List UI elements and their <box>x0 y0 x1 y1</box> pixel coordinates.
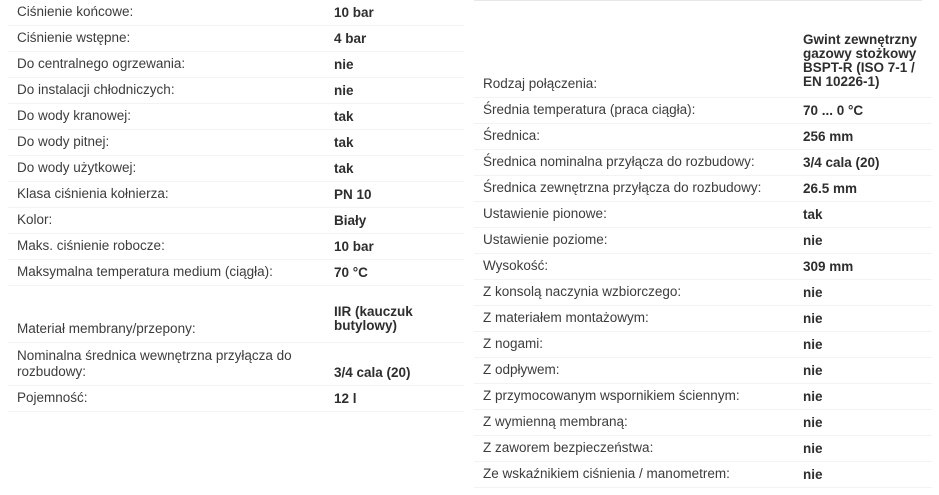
spec-label: Do instalacji chłodniczych: <box>17 82 175 97</box>
spec-label: Kolor: <box>17 212 53 227</box>
spec-row <box>474 436 932 462</box>
spec-label: Z przymocowanym wspornikiem ściennym: <box>483 388 740 403</box>
spec-value: Gwint zewnętrzny gazowy stożkowy BSPT-R (ISO 7-1 / EN 10226-1) <box>803 32 918 89</box>
spec-row <box>474 254 932 280</box>
spec-value: nie <box>803 363 823 378</box>
spec-label: Wysokość: <box>483 258 549 273</box>
spec-row <box>474 332 932 358</box>
spec-value: nie <box>803 311 823 326</box>
spec-row <box>8 234 464 260</box>
spec-row <box>474 462 932 488</box>
spec-row <box>8 78 464 104</box>
spec-value: 3/4 cala (20) <box>803 155 880 170</box>
spec-row <box>474 280 932 306</box>
spec-row <box>474 98 932 124</box>
spec-row <box>474 306 932 332</box>
spec-label: Z odpływem: <box>483 362 560 377</box>
spec-row <box>8 26 464 52</box>
spec-label: Maks. ciśnienie robocze: <box>17 238 165 253</box>
spec-row <box>8 343 464 386</box>
spec-value: nie <box>803 389 823 404</box>
spec-value: nie <box>334 83 354 98</box>
spec-row <box>8 0 464 26</box>
spec-label: Z materiałem montażowym: <box>483 310 649 325</box>
spec-value: tak <box>334 109 354 124</box>
spec-label: Rodzaj połączenia: <box>483 76 598 91</box>
spec-label: Do centralnego ogrzewania: <box>17 56 186 71</box>
spec-value: tak <box>334 161 354 176</box>
spec-label: Pojemność: <box>17 390 88 405</box>
spec-value: nie <box>803 285 823 300</box>
spec-row <box>474 176 932 202</box>
spec-value: nie <box>803 337 823 352</box>
spec-value: 70 °C <box>334 265 368 280</box>
spec-label: Średnica nominalna przyłącza do rozbudowy: <box>483 154 755 169</box>
spec-value: nie <box>803 467 823 482</box>
spec-table-left <box>8 0 464 412</box>
spec-label: Z zaworem bezpieczeństwa: <box>483 440 654 455</box>
spec-row <box>8 286 464 343</box>
spec-row <box>474 228 932 254</box>
spec-row <box>474 358 932 384</box>
spec-value: Biały <box>334 213 367 228</box>
spec-label: Do wody pitnej: <box>17 134 110 149</box>
spec-value: 3/4 cala (20) <box>334 365 411 380</box>
spec-label: Ciśnienie końcowe: <box>17 4 134 19</box>
spec-value: PN 10 <box>334 187 372 202</box>
spec-table-right <box>474 0 932 488</box>
spec-row <box>8 156 464 182</box>
spec-value: 26.5 mm <box>803 181 858 196</box>
spec-label: Średnia temperatura (praca ciągła): <box>483 102 696 117</box>
spec-value: 256 mm <box>803 129 854 144</box>
spec-value: tak <box>803 207 823 222</box>
spec-label: Z wymienną membraną: <box>483 414 628 429</box>
spec-row <box>474 150 932 176</box>
spec-value: 12 l <box>334 391 357 406</box>
spec-label: Z konsolą naczynia wzbiorczego: <box>483 284 682 299</box>
spec-value: 4 bar <box>334 31 367 46</box>
spec-row <box>8 182 464 208</box>
spec-label: Średnica zewnętrzna przyłącza do rozbudowy: <box>483 180 762 195</box>
spec-value: nie <box>803 441 823 456</box>
spec-row <box>8 104 464 130</box>
spec-label: Klasa ciśnienia kołnierza: <box>17 186 169 201</box>
spec-value: nie <box>803 233 823 248</box>
spec-label: Materiał membrany/przepony: <box>17 321 196 336</box>
spec-label: Ustawienie pionowe: <box>483 206 607 221</box>
spec-label: Maksymalna temperatura medium (ciągła): <box>17 264 273 279</box>
spec-row <box>8 52 464 78</box>
spec-value: tak <box>334 135 354 150</box>
spec-row <box>8 208 464 234</box>
spec-value: IIR (kauczuk butylowy) <box>334 304 413 333</box>
spec-label: Średnica: <box>483 128 541 143</box>
spec-row <box>8 130 464 156</box>
spec-label: Do wody kranowej: <box>17 108 132 123</box>
spec-row <box>8 386 464 412</box>
spec-row <box>8 260 464 286</box>
spec-value: 10 bar <box>334 239 374 254</box>
spec-value: 10 bar <box>334 5 374 20</box>
spec-row <box>474 202 932 228</box>
spec-label: Z nogami: <box>483 336 544 351</box>
spec-value: nie <box>334 57 354 72</box>
spec-label: Do wody użytkowej: <box>17 160 137 175</box>
spec-value: 70 ... 0 °C <box>803 103 864 118</box>
spec-row <box>474 0 932 98</box>
spec-value: nie <box>803 415 823 430</box>
spec-label: Nominalna średnica wewnętrzna przyłącza do rozbudowy: <box>17 348 292 379</box>
spec-value: 309 mm <box>803 259 854 274</box>
spec-label: Ciśnienie wstępne: <box>17 30 131 45</box>
spec-row <box>474 384 932 410</box>
spec-label: Ustawienie poziome: <box>483 232 608 247</box>
spec-label: Ze wskaźnikiem ciśnienia / manometrem: <box>483 466 730 481</box>
spec-row <box>474 410 932 436</box>
spec-row <box>474 124 932 150</box>
